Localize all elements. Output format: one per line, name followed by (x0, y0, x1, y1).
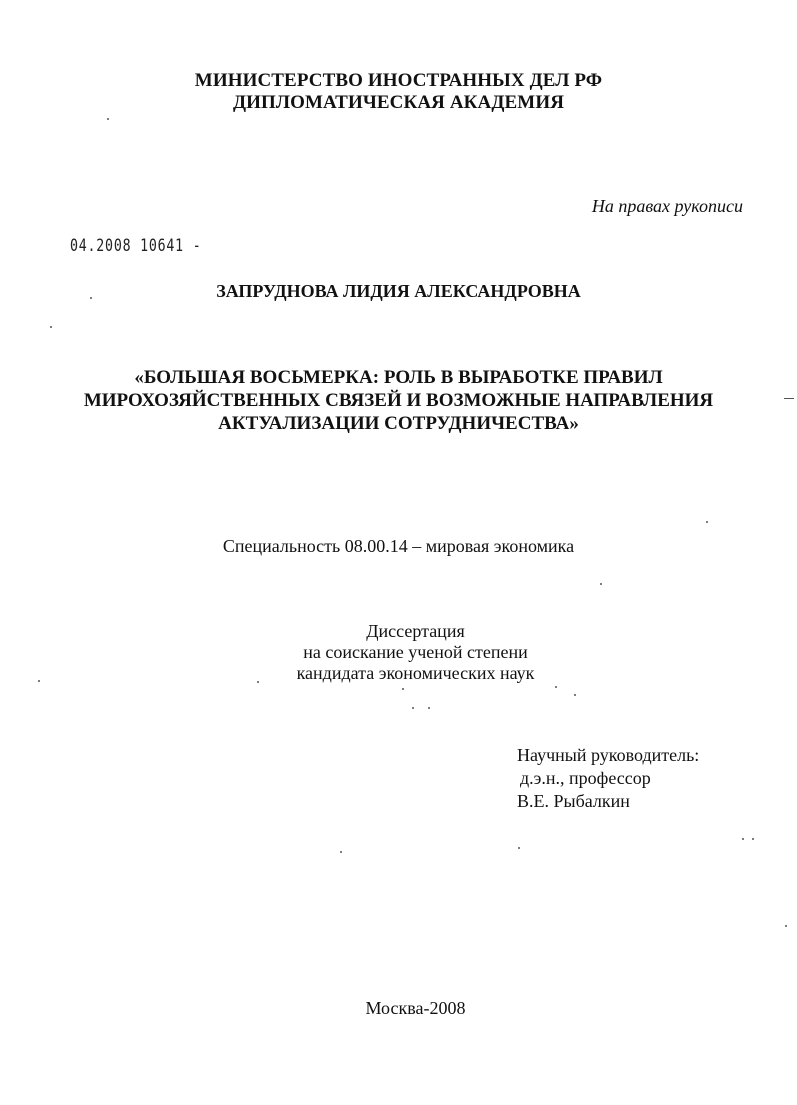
scan-speck (706, 521, 708, 523)
scan-speck (784, 398, 794, 399)
advisor-label: Научный руководитель: (517, 745, 700, 765)
dissertation-line-3: кандидата экономических наук (296, 663, 535, 683)
scan-speck (412, 707, 414, 709)
city-year: Москва-2008 (365, 998, 466, 1018)
scan-speck (340, 851, 342, 853)
advisor-block (517, 744, 699, 813)
dissertation-line-2: на соискание ученой степени (303, 642, 528, 662)
scan-speck (257, 681, 259, 683)
dissertation-line-1: Диссертация (366, 621, 465, 641)
scan-speck (555, 686, 557, 688)
scan-speck (600, 583, 602, 585)
academy-heading: ДИПЛОМАТИЧЕСКАЯ АКАДЕМИЯ (232, 92, 565, 113)
advisor-degree: д.э.н., профессор (520, 768, 651, 788)
ministry-heading: МИНИСТЕРСТВО ИНОСТРАННЫХ ДЕЛ РФ (194, 70, 603, 91)
author-name: ЗАПРУДНОВА ЛИДИЯ АЛЕКСАНДРОВНА (216, 281, 581, 301)
scan-speck (518, 847, 520, 849)
title-line-3: АКТУАЛИЗАЦИИ СОТРУДНИЧЕСТВА» (218, 413, 579, 434)
scan-speck (574, 694, 576, 696)
scan-speck (90, 297, 92, 299)
scan-speck (38, 680, 40, 682)
registration-stamp-number: 04.2008 10641 (70, 236, 184, 256)
scan-speck (785, 925, 787, 927)
registration-stamp (70, 236, 201, 256)
specialty-line: Специальность 08.00.14 – мировая экономика (222, 536, 575, 556)
stamp-dash: - (183, 236, 202, 256)
title-line-2: МИРОХОЗЯЙСТВЕННЫХ СВЯЗЕЙ И ВОЗМОЖНЫЕ НАПРАВЛЕНИЯ (83, 390, 714, 411)
manuscript-note: На правах рукописи (591, 196, 743, 216)
scan-speck (742, 838, 744, 840)
scan-speck (752, 838, 754, 840)
scan-speck (50, 326, 52, 328)
title-line-1: «БОЛЬШАЯ ВОСЬМЕРКА: РОЛЬ В ВЫРАБОТКЕ ПРАВИЛ (134, 367, 663, 388)
scan-speck (428, 707, 430, 709)
advisor-name: В.Е. Рыбалкин (517, 791, 630, 811)
scan-speck (107, 118, 109, 120)
scan-speck (402, 688, 404, 690)
